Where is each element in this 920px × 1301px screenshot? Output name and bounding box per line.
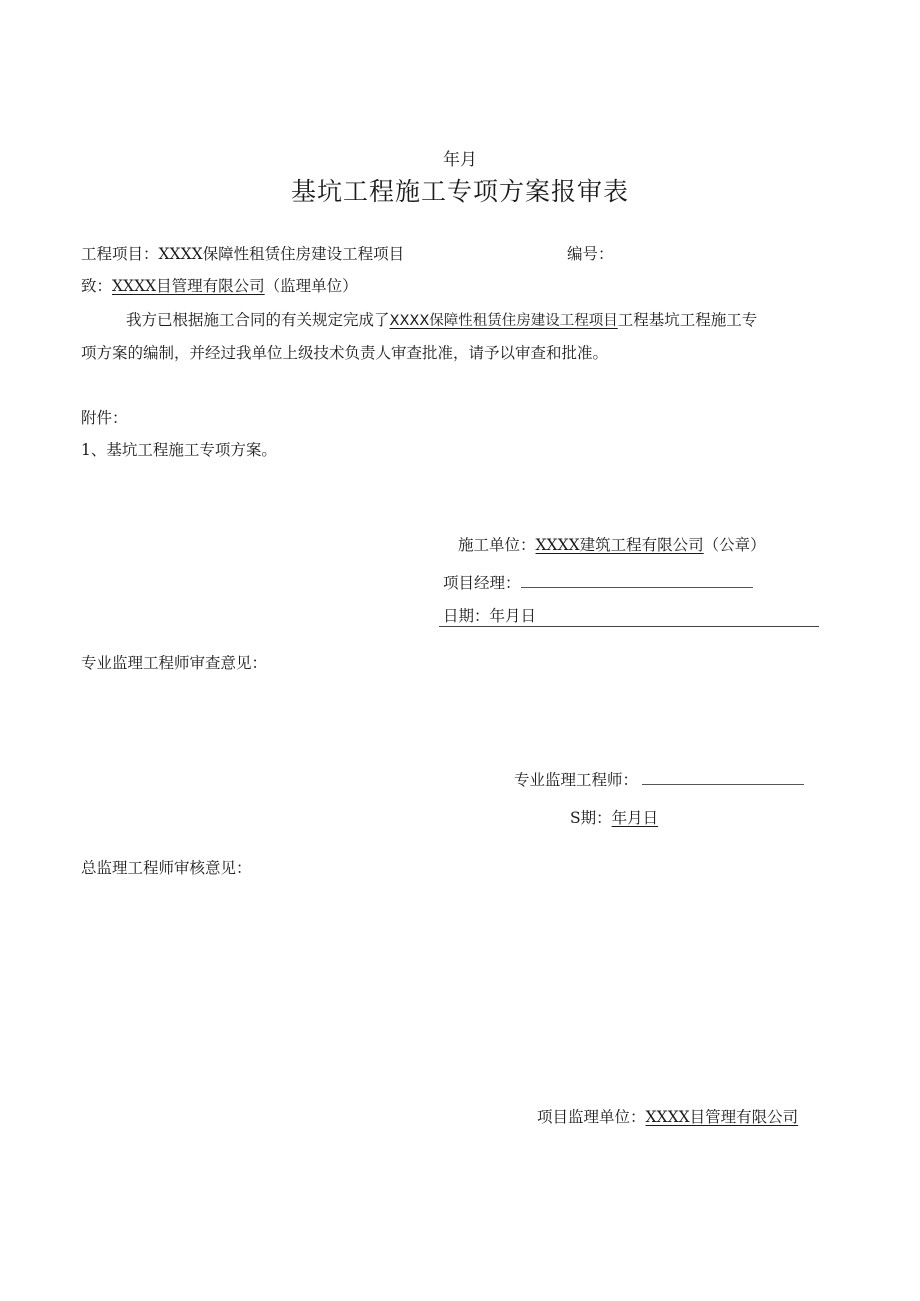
project-label: 工程项目： — [81, 245, 159, 263]
attachment-item-1: 1、基坑工程施工专项方案。 — [81, 441, 277, 459]
body-line-1 — [126, 308, 757, 330]
to-label: 致： — [81, 277, 113, 295]
specialist-date-prefix: S期： — [570, 809, 612, 827]
contractor-date: 日期：年月日 — [443, 607, 537, 625]
body-line1-pre: 我方已根据施工合同的有关规定完成了 — [126, 311, 390, 329]
contractor-unit-label: 施工单位： — [458, 536, 536, 554]
body-line1-project: XXXX保障性租赁住房建设工程项目 — [389, 313, 618, 329]
contractor-seal: （公章） — [703, 536, 766, 554]
contractor-divider — [439, 626, 819, 627]
specialist-date-row — [570, 806, 658, 828]
project-name: XXXX保障性租赁住房建设工程项目 — [158, 245, 405, 263]
attachments-label: 附件： — [81, 409, 128, 427]
recipient-row — [81, 274, 358, 296]
supervisor-suffix: （监理单位） — [264, 277, 358, 295]
project-manager-signature-line[interactable] — [521, 587, 753, 588]
specialist-date-value: 年月日 — [611, 809, 659, 827]
chief-opinion-label: 总监理工程师审核意见： — [81, 859, 252, 877]
number-label: 编号： — [567, 245, 614, 263]
project-manager-label: 项目经理： — [443, 574, 521, 592]
supervisor-name: XXXX目管理有限公司 — [112, 277, 265, 295]
specialist-signer-label: 专业监理工程师： — [514, 771, 639, 789]
year-month-header: 年月 — [443, 150, 477, 170]
chief-unit-name: XXXX目管理有限公司 — [645, 1108, 799, 1126]
chief-unit-row — [537, 1105, 798, 1127]
body-line1-post: 工程基坑工程施工专 — [617, 311, 758, 329]
contractor-unit-name: XXXX建筑工程有限公司 — [535, 536, 704, 554]
project-info-row — [81, 242, 404, 264]
form-title: 基坑工程施工专项方案报审表 — [290, 177, 629, 206]
body-line-2: 项方案的编制，并经过我单位上级技术负责人审查批准，请予以审查和批准。 — [81, 344, 609, 362]
specialist-opinion-label: 专业监理工程师审查意见： — [81, 654, 268, 672]
chief-unit-label: 项目监理单位： — [537, 1108, 646, 1126]
contractor-unit-row — [458, 533, 766, 555]
specialist-signer-row — [514, 768, 804, 790]
specialist-signature-line[interactable] — [642, 784, 804, 785]
project-manager-row — [443, 571, 753, 593]
